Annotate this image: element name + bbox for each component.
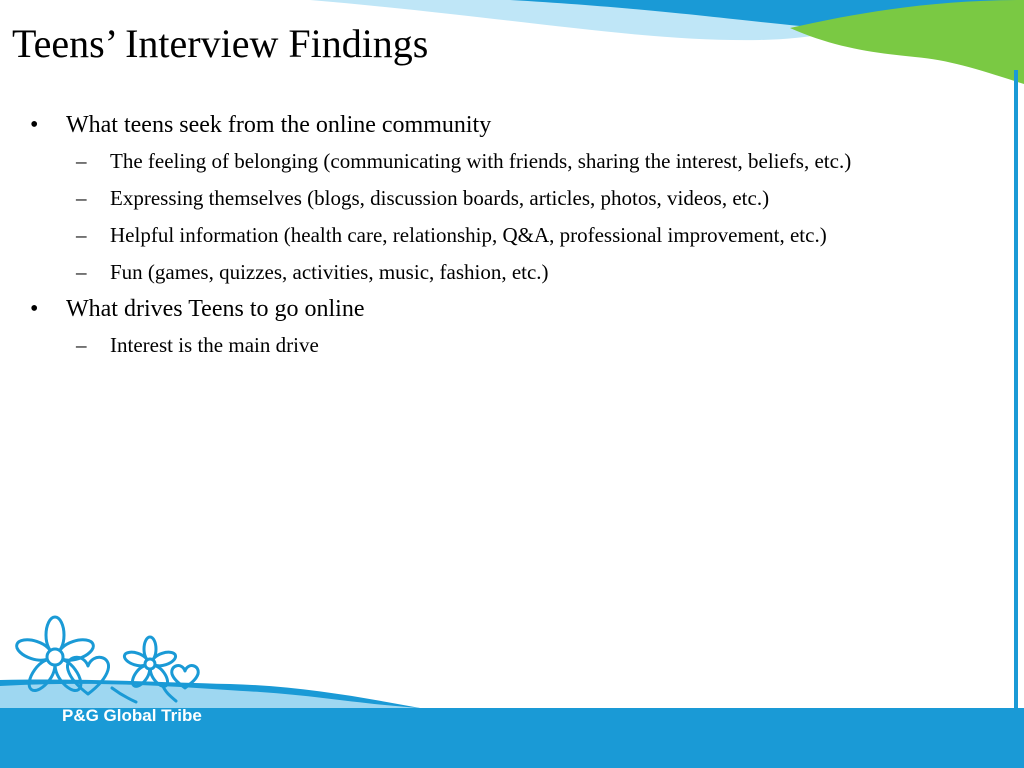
sub-bullet-text: Interest is the main drive xyxy=(110,333,319,357)
bullet-what-drives-teens xyxy=(30,294,950,324)
footer-label: P&G Global Tribe xyxy=(62,706,202,725)
sub-bullet-marker: – xyxy=(76,149,87,173)
sub-bullet-fun xyxy=(76,257,950,287)
bottom-band-decoration xyxy=(0,600,1024,768)
sub-bullet-text: Fun (games, quizzes, activities, music, fashion, etc.) xyxy=(110,260,549,284)
sub-bullet-helpful-information xyxy=(76,220,950,250)
bullet-marker: • xyxy=(30,296,39,322)
bullet-marker: • xyxy=(30,112,39,138)
sub-bullet-marker: – xyxy=(76,260,87,284)
sub-bullet-marker: – xyxy=(76,186,87,210)
sub-bullet-belonging xyxy=(76,146,950,176)
sub-bullet-text: Expressing themselves (blogs, discussion boards, articles, photos, videos, etc.) xyxy=(110,186,770,210)
sub-bullet-marker: – xyxy=(76,223,87,247)
sub-bullet-marker: – xyxy=(76,333,87,357)
bullet-what-teens-seek xyxy=(30,110,950,140)
sub-bullet-interest-main-drive xyxy=(76,330,950,360)
slide-title: Teens’ Interview Findings xyxy=(12,21,429,66)
slide-content xyxy=(30,110,950,367)
bullet-text: What teens seek from the online community xyxy=(66,112,492,138)
sub-bullet-text: The feeling of belonging (communicating with friends, sharing the interest, beliefs, etc.) xyxy=(110,149,852,173)
sub-bullet-text: Helpful information (health care, relationship, Q&A, professional improvement, etc.) xyxy=(110,223,827,247)
bullet-text: What drives Teens to go online xyxy=(66,296,365,322)
sub-bullet-expressing-themselves xyxy=(76,183,950,213)
